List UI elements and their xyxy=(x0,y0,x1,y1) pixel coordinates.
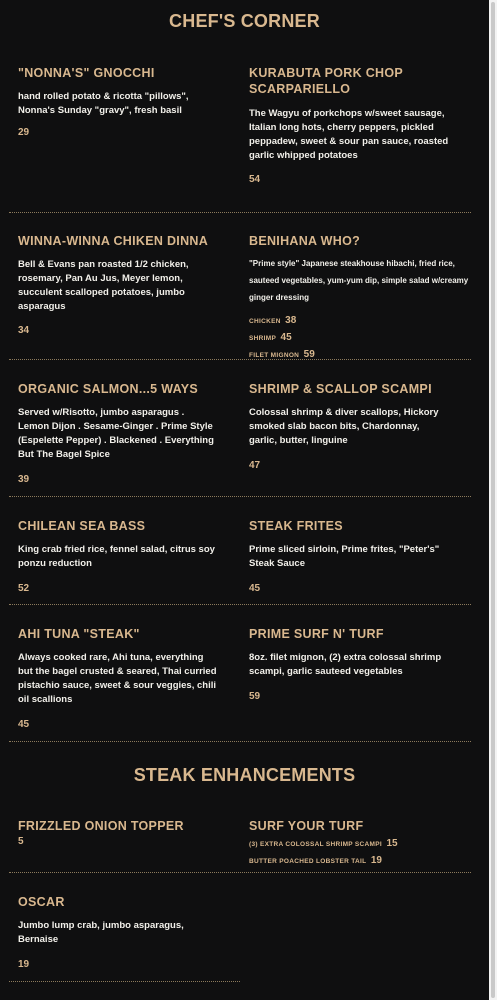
item-options xyxy=(249,835,471,869)
item-description: The Wagyu of porkchops w/sweet sausage, Italian long hots, cherry peppers, pickled peppadew, sweet & sour pan sauce, roasted garlic whipped potatoes xyxy=(249,108,449,161)
item-name: SHRIMP & SCALLOP SCAMPI xyxy=(249,382,432,396)
item-price: 54 xyxy=(249,174,261,185)
option-shrimp: SHRIMP 45 xyxy=(249,332,292,343)
menu-item-pork-chop xyxy=(249,65,469,186)
item-name: ORGANIC SALMON...5 WAYS xyxy=(18,382,199,396)
divider xyxy=(9,359,471,360)
item-description: Prime sliced sirloin, Prime frites, "Peter's" Steak Sauce xyxy=(249,544,440,569)
menu-item-scampi xyxy=(249,381,449,472)
scrollbar[interactable] xyxy=(489,0,497,1000)
item-price: 34 xyxy=(18,325,30,336)
menu-item-benihana xyxy=(249,233,471,363)
item-description: hand rolled potato & ricotta "pillows", Nonna's Sunday "gravy", fresh basil xyxy=(18,91,189,116)
menu-item-surf-n-turf xyxy=(249,626,449,703)
steak-enhancements-title: STEAK ENHANCEMENTS xyxy=(133,765,356,785)
menu-item-gnocchi xyxy=(18,65,228,139)
item-name: AHI TUNA "STEAK" xyxy=(18,627,140,641)
option-extra-shrimp: (3) EXTRA COLOSSAL SHRIMP SCAMPI 15 xyxy=(249,838,398,849)
divider xyxy=(9,872,471,873)
item-name: WINNA-WINNA CHIKEN DINNA xyxy=(18,234,209,248)
menu-item-frizzled-onion xyxy=(18,818,218,848)
item-description: 8oz. filet mignon, (2) extra colossal shrimp scampi, garlic sauteed vegetables xyxy=(249,652,442,677)
item-name: KURABUTA PORK CHOP SCARPARIELLO xyxy=(249,66,403,96)
option-filet-mignon: FILET MIGNON 59 xyxy=(249,349,315,360)
item-name: FRIZZLED ONION TOPPER xyxy=(18,819,184,833)
item-price: 47 xyxy=(249,460,261,471)
chefs-corner-title: CHEF'S CORNER xyxy=(169,11,320,31)
divider xyxy=(9,212,471,213)
menu-item-sea-bass xyxy=(18,518,218,595)
menu-item-chicken-dinna xyxy=(18,233,216,337)
item-name: BENIHANA WHO? xyxy=(249,234,361,248)
item-price: 29 xyxy=(18,127,30,138)
divider xyxy=(9,604,471,605)
menu-item-salmon xyxy=(18,381,218,486)
item-name: CHILEAN SEA BASS xyxy=(18,519,146,533)
item-options xyxy=(249,312,471,363)
item-name: PRIME SURF N' TURF xyxy=(249,627,384,641)
item-description: Served w/Risotto, jumbo asparagus . Lemon Dijon . Sesame-Ginger . Prime Style (Espelette Pepper) . Blackened . Everything But The Bagel Spice xyxy=(18,407,214,460)
item-description: "Prime style" Japanese steakhouse hibachi, fried rice, sauteed vegetables, yum-yum dip, simple salad w/creamy ginger dressing xyxy=(249,259,469,302)
item-price: 59 xyxy=(249,691,261,702)
item-name: OSCAR xyxy=(18,895,65,909)
item-description: Colossal shrimp & diver scallops, Hickory smoked slab bacon bits, Chardonnay, garlic, butter, linguine xyxy=(249,407,439,446)
divider xyxy=(9,741,471,742)
item-description: Jumbo lump crab, jumbo asparagus, Bernaise xyxy=(18,920,184,945)
item-price: 19 xyxy=(18,959,30,970)
item-description: Bell & Evans pan roasted 1/2 chicken, rosemary, Pan Au Jus, Meyer lemon, succulent scalloped potatoes, jumbo asparagus xyxy=(18,259,189,312)
option-chicken: CHICKEN 38 xyxy=(249,315,297,326)
option-lobster-tail: BUTTER POACHED LOBSTER TAIL 19 xyxy=(249,855,382,866)
scrollbar-thumb[interactable] xyxy=(491,2,495,998)
menu-item-surf-your-turf xyxy=(249,818,471,869)
divider xyxy=(9,496,471,497)
item-name: SURF YOUR TURF xyxy=(249,819,364,833)
item-price: 52 xyxy=(18,583,30,594)
item-price: 45 xyxy=(18,719,30,730)
divider xyxy=(9,981,240,982)
item-description: King crab fried rice, fennel salad, citrus soy ponzu reduction xyxy=(18,544,215,569)
item-price: 39 xyxy=(18,474,30,485)
menu-item-ahi-tuna xyxy=(18,626,218,731)
menu-item-oscar xyxy=(18,894,218,971)
item-name: STEAK FRITES xyxy=(249,519,343,533)
item-price: 5 xyxy=(18,836,24,847)
item-price: 45 xyxy=(249,583,261,594)
item-name: "NONNA'S" GNOCCHI xyxy=(18,66,155,80)
menu-item-steak-frites xyxy=(249,518,459,595)
item-description: Always cooked rare, Ahi tuna, everything but the bagel crusted & seared, Thai curried pistachio sauce, sweet & sour veggies, chili oil scallions xyxy=(18,652,217,705)
